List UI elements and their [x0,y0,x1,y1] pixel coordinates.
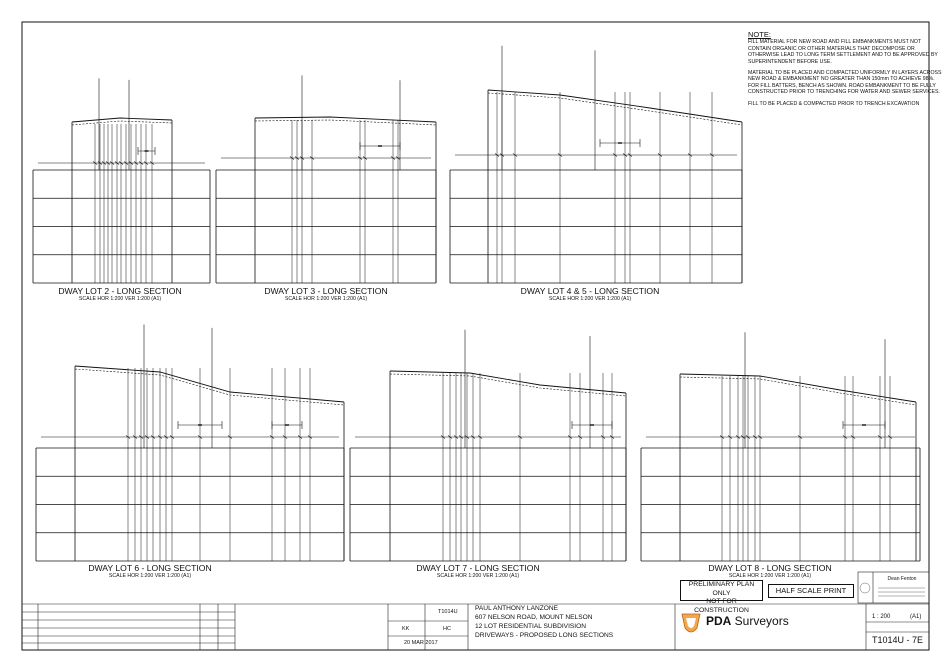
company-name-rest: Surveyors [731,614,789,628]
section-title-lot-8: DWAY LOT 8 - LONG SECTION [708,563,832,573]
title-code: T1014U [438,609,458,615]
title-drawing-number: T1014U - 7E [872,635,924,645]
long-section-1 [33,78,210,283]
long-section-6 [641,332,920,561]
long-section-5 [350,330,626,561]
section-title-lot-7: DWAY LOT 7 - LONG SECTION [416,563,540,573]
company-logo-icon [682,614,700,632]
title-project: 12 LOT RESIDENTIAL SUBDIVISION [475,623,587,630]
preliminary-line-2: NOT FOR CONSTRUCTION [694,598,749,614]
section-title-lot-3: DWAY LOT 3 - LONG SECTION [264,286,388,296]
sheet-border [22,22,929,650]
section-title-lot-4-5: DWAY LOT 4 & 5 - LONG SECTION [520,286,660,296]
signoff-name: Dean Fenton [887,576,917,582]
long-section-4 [36,324,344,561]
company-name-bold: PDA [706,614,732,628]
preliminary-line-1: PRELIMINARY PLAN ONLY [688,581,755,597]
construction-notes [748,32,943,112]
title-drawn-by: KK [402,626,410,632]
long-section-2 [216,75,436,283]
section-scale-lot-2: SCALE HOR 1:200 VER 1:200 (A1) [78,296,162,302]
section-scale-lot-6: SCALE HOR 1:200 VER 1:200 (A1) [108,573,192,579]
section-scale-lot-3: SCALE HOR 1:200 VER 1:200 (A1) [284,296,368,302]
notes-heading: NOTE: [748,30,771,39]
note-paragraph-2: MATERIAL TO BE PLACED AND COMPACTED UNIFORMLY IN LAYERS ACROSS NEW ROAD & EMBANKMENT NO GREATER THAN 150mm TO ACHIEVE 98%. FOR FILL BATTERS, BENCH AS SHOWN. ROAD EMBANKMENT TO BE FULLY CONSTRUCTED PRIOR TO TRENCHING FOR WATER AND SEWER SERVICES. [748,70,942,96]
signoff-stamp [860,583,925,596]
title-address: 607 NELSON ROAD, MOUNT NELSON [475,614,593,621]
section-scale-lot-4-5: SCALE HOR 1:200 VER 1:200 (A1) [548,296,632,302]
title-date: 20 MAR 2017 [404,640,438,646]
long-section-3 [450,46,742,283]
title-sheet-size: (A1) [910,614,922,620]
long-sections [33,46,920,561]
section-scale-lot-8: SCALE HOR 1:200 VER 1:200 (A1) [728,573,812,579]
preliminary-plan-stamp [680,580,763,614]
section-title-lot-2: DWAY LOT 2 - LONG SECTION [58,286,182,296]
half-scale-stamp: HALF SCALE PRINT [768,584,854,598]
note-paragraph-1: FILL MATERIAL FOR NEW ROAD AND FILL EMBANKMENTS MUST NOT CONTAIN ORGANIC OR OTHER MATERIALS THAT DECOMPOSE OR OTHERWISE LEAD TO LONG TERM SETTLEMENT AND TO BE APPROVED BY SUPERINTENDENT BEFORE USE. [748,39,938,65]
section-scale-lot-7: SCALE HOR 1:200 VER 1:200 (A1) [436,573,520,579]
company-name [706,614,789,628]
title-drawing-name: DRIVEWAYS - PROPOSED LONG SECTIONS [475,632,614,639]
note-paragraph-3: FILL TO BE PLACED & COMPACTED PRIOR TO TRENCH EXCAVATION [748,100,920,107]
title-checked-by: HC [443,626,451,632]
title-scale: 1 : 200 [872,614,891,620]
title-client: PAUL ANTHONY LANZONE [475,605,559,612]
section-title-lot-6: DWAY LOT 6 - LONG SECTION [88,563,212,573]
